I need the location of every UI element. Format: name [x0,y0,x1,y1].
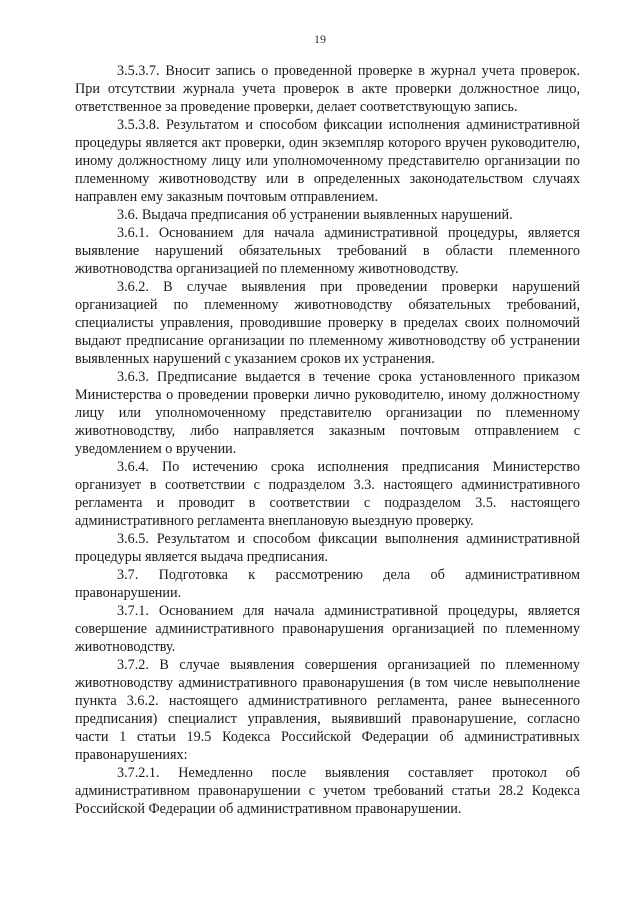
paragraph-3-5-3-8: 3.5.3.8. Результатом и способом фиксации исполнения административной процедуры является акт проверки, один экземпляр которого вручен руководителю, иному должностному лицу или уполномоченному представителю организации по племенному животноводству или в определенных законодательством случаях направлен ему заказным почтовым отправлением. [75,117,580,205]
section-heading-3-7: 3.7. Подготовка к рассмотрению дела об административном правонарушении. [75,567,580,601]
paragraph-3-7-1: 3.7.1. Основанием для начала административной процедуры, является совершение административного правонарушения организацией по племенному животноводству. [75,603,580,655]
paragraph-3-5-3-7: 3.5.3.7. Вносит запись о проведенной проверке в журнал учета проверок. При отсутствии журнала учета проверок в акте проверки должностное лицо, ответственное за проведение проверки, делает соответствующую запись. [75,63,580,115]
paragraph-3-6-2: 3.6.2. В случае выявления при проведении проверки нарушений организацией по племенному животноводству обязательных требований, специалисты управления, проводившие проверку в пределах своих полномочий выдают предписание организации по племенному животноводству об устранении выявленных нарушений с указанием сроков их устранения. [75,279,580,367]
paragraph-3-7-2-1: 3.7.2.1. Немедленно после выявления составляет протокол об административном правонарушении с учетом требований статьи 28.2 Кодекса Российской Федерации об административном правонарушении. [75,765,580,817]
document-body [75,62,580,818]
section-heading-3-6: 3.6. Выдача предписания об устранении выявленных нарушений. [117,207,513,223]
paragraph-3-6-5: 3.6.5. Результатом и способом фиксации выполнения административной процедуры является выдача предписания. [75,531,580,565]
paragraph-3-6-4: 3.6.4. По истечению срока исполнения предписания Министерство организует в соответствии с подразделом 3.3. настоящего административного регламента и проводит в соответствии с подразделом 3.5. настоящего административного регламента внеплановую выездную проверку. [75,459,580,529]
paragraph-3-6-3: 3.6.3. Предписание выдается в течение срока установленного приказом Министерства о проведении проверки лично руководителю, иному должностному лицу или уполномоченному представителю организации по племенному животноводству, либо направляется заказным почтовым отправлением с уведомлением о вручении. [75,369,580,457]
page-number: 19 [314,32,326,46]
paragraph-3-7-2: 3.7.2. В случае выявления совершения организацией по племенному животноводству административного правонарушения (в том числе невыполнение пункта 3.6.2. настоящего административного регламента, ранее вынесенного предписания) специалист управления, выявивший правонарушение, согласно части 1 статьи 19.5 Кодекса Российской Федерации об административных правонарушениях: [75,657,580,763]
paragraph-3-6-1: 3.6.1. Основанием для начала административной процедуры, является выявление нарушений обязательных требований в области племенного животноводства организацией по племенному животноводству. [75,225,580,277]
